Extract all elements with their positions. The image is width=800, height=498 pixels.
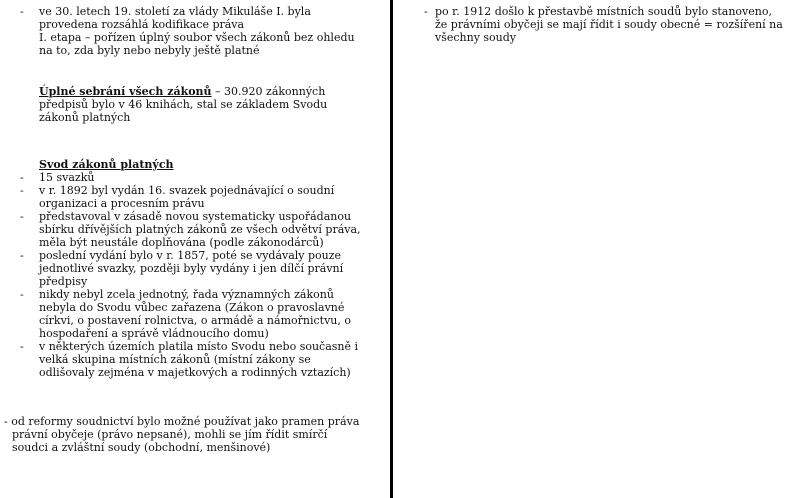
svod-heading: Svod zákonů platných bbox=[39, 158, 174, 171]
intro-line-2: provedena rozsáhlá kodifikace práva bbox=[39, 18, 245, 31]
svod-item-line: měla být neustále doplňována (podle zákonodárců) bbox=[39, 236, 324, 249]
svod-item-line: nebyla do Svodu vůbec zařazena (Zákon o pravoslavné bbox=[39, 301, 345, 314]
bullet-dash: - bbox=[20, 249, 24, 262]
svod-item-line: v r. 1892 byl vydán 16. svazek pojednávající o soudní bbox=[39, 184, 335, 197]
bullet-dash: - bbox=[20, 288, 24, 301]
intro-line-1: ve 30. letech 19. století za vlády Mikuláše I. byla bbox=[39, 5, 311, 18]
intro-line-3: I. etapa – pořízen úplný soubor všech zákonů bez ohledu bbox=[39, 31, 355, 44]
bullet-dash: - bbox=[424, 5, 428, 18]
svod-list-item bbox=[39, 340, 358, 379]
svod-list-item bbox=[39, 288, 351, 340]
svod-item-line: sbírku dřívějších platných zákonů ze všech odvětví práva, bbox=[39, 223, 361, 236]
uplne-sebrani-text: – 30.920 zákonných bbox=[211, 85, 326, 98]
bullet-dash: - bbox=[20, 340, 24, 353]
svod-item-line: nikdy nebyl zcela jednotný, řada významných zákonů bbox=[39, 288, 334, 301]
right-line-1: po r. 1912 došlo k přestavbě místních soudů bylo stanoveno, bbox=[435, 5, 772, 18]
uplne-sebrani-paragraph bbox=[39, 85, 327, 124]
svod-list-item bbox=[39, 210, 361, 249]
right-item bbox=[435, 5, 783, 44]
bullet-dash: - bbox=[20, 171, 24, 184]
column-divider bbox=[390, 0, 393, 498]
svod-item-line: církvi, o postavení rolnictva, o armádě a námořnictvu, o bbox=[39, 314, 351, 327]
svod-item-line: jednotlivé svazky, později byly vydány i jen dílčí právní bbox=[39, 262, 344, 275]
reform-line-2: právní obyčeje (právo nepsané), mohli se jím řídit smírčí bbox=[12, 428, 328, 441]
left-column bbox=[0, 0, 388, 498]
svod-item-line: předpisy bbox=[39, 275, 88, 288]
uplne-line-2: předpisů bylo v 46 knihách, stal se základem Svodu bbox=[39, 98, 328, 111]
svod-item-line: poslední vydání bylo v r. 1857, poté se vydávaly pouze bbox=[39, 249, 342, 262]
right-column bbox=[396, 0, 800, 498]
svod-item-line: odlišovaly zejména v majetkových a rodinných vztazích) bbox=[39, 366, 351, 379]
bullet-dash: - bbox=[20, 184, 24, 197]
svod-item-line: představoval v zásadě novou systematicky uspořádanou bbox=[39, 210, 352, 223]
svod-list-item bbox=[39, 249, 343, 288]
svod-item-line: 15 svazků bbox=[39, 171, 95, 184]
right-line-3: všechny soudy bbox=[435, 31, 517, 44]
svod-item-line: velká skupina místních zákonů (místní zákony se bbox=[39, 353, 311, 366]
reform-item bbox=[4, 415, 359, 454]
svod-item-line: v některých územích platila místo Svodu nebo současně i bbox=[39, 340, 359, 353]
intro-line-4: na to, zda byly nebo nebyly ještě platné bbox=[39, 44, 260, 57]
reform-line-3: soudci a zvláštní soudy (obchodní, menšinové) bbox=[12, 441, 271, 454]
svod-list-item bbox=[39, 171, 94, 184]
right-line-2: že právními obyčeji se mají řídit i soudy obecné = rozšíření na bbox=[435, 18, 783, 31]
bullet-dash: - bbox=[20, 5, 24, 18]
uplne-sebrani-heading: Úplné sebrání všech zákonů bbox=[39, 85, 212, 98]
svod-item-line: hospodaření a správě vládnoucího domu) bbox=[39, 327, 269, 340]
intro-item bbox=[39, 5, 355, 57]
reform-line-1: - od reformy soudnictví bylo možné používat jako pramen práva bbox=[4, 415, 360, 428]
svod-list-item bbox=[39, 184, 334, 210]
uplne-line-3: zákonů platných bbox=[39, 111, 131, 124]
bullet-dash: - bbox=[20, 210, 24, 223]
svod-item-line: organizaci a procesním právu bbox=[39, 197, 205, 210]
